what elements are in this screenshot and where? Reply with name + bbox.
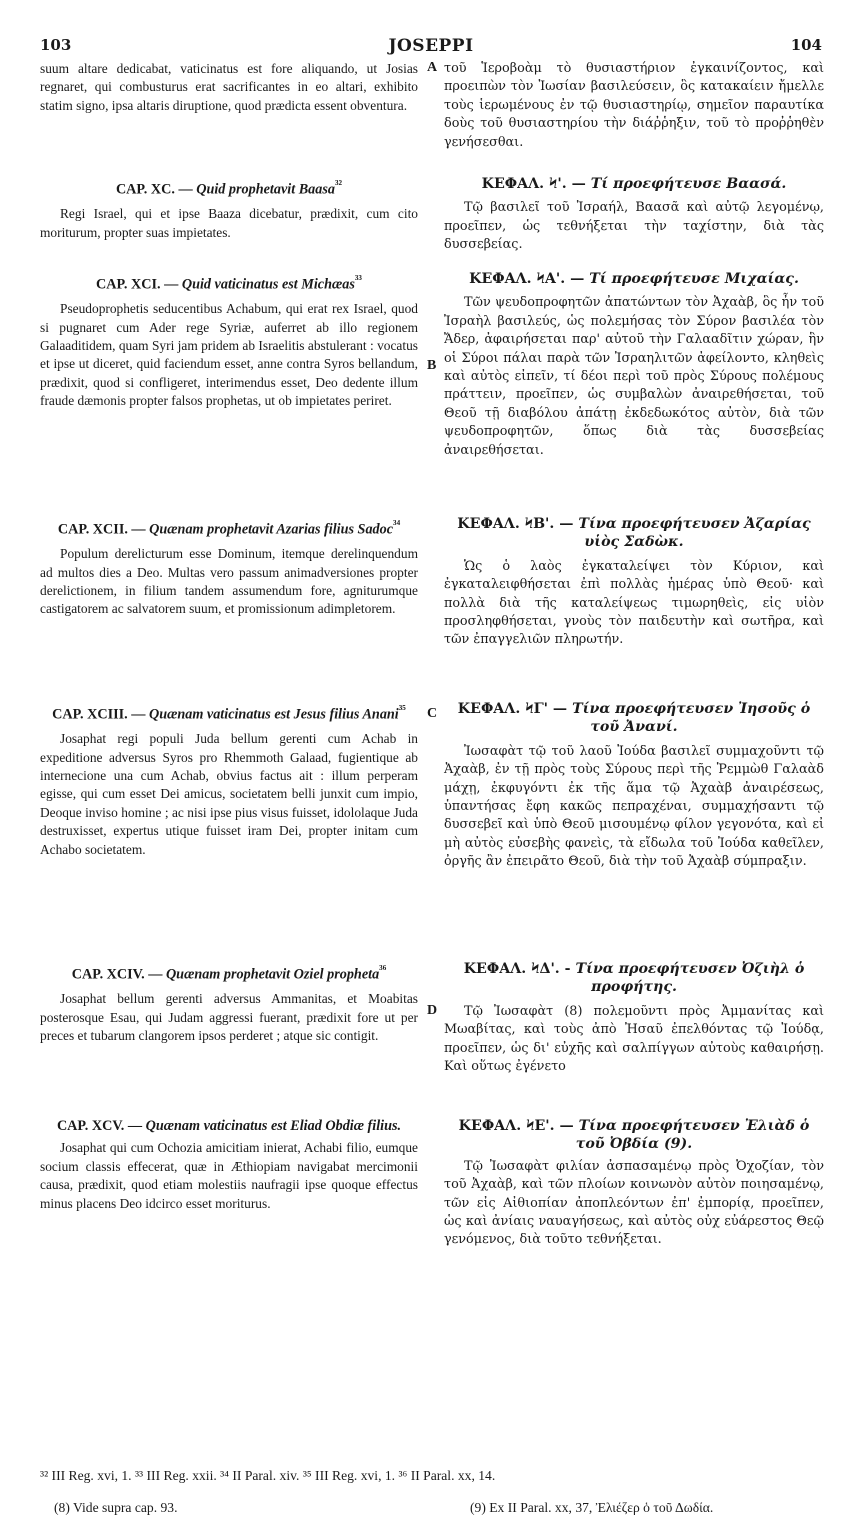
page-number-left: 103 xyxy=(40,36,72,54)
chapter-title: Τίνα προεφήτευσεν Ὀζιὴλ ὁ προφήτης. xyxy=(575,961,805,996)
chapter-title: Τίνα προεφήτευσεν Ἀζαρίας υἱὸς Σαδὼκ. xyxy=(578,516,811,551)
latin-chapter-91 xyxy=(40,270,418,411)
chapter-number: CAP. XCI. — xyxy=(96,276,179,293)
chapter-title: Quid prophetavit Baasa xyxy=(196,181,335,198)
section-marker: A xyxy=(427,60,438,75)
chapter-text: Josaphat qui cum Ochozia amicitiam inierat, Achabi filio, eumque socium classis effecerat, quæ in Æthiopiam navigabat mercimonii causa, prædixit, quod etiam molestiis naufragii ipse quoque effectus minus placens Deo idcirco esset moriturus. xyxy=(40,1140,418,1211)
chapter-title: Τί προεφήτευσε Μιχαίας. xyxy=(589,271,799,287)
page-number-right: 104 xyxy=(790,36,822,54)
latin-chapter-93 xyxy=(40,700,418,859)
chapter-number: ΚΕΦΑΛ. ϞΔ'. - xyxy=(463,961,571,977)
greek-chapter-91 xyxy=(444,270,824,460)
section-marker: B xyxy=(427,358,437,373)
footnote-8: (8) Vide supra cap. 93. xyxy=(54,1500,178,1515)
chapter-title: Quænam vaticinatus est Jesus filius Anani xyxy=(148,706,399,723)
chapter-title: Quænam prophetavit Oziel propheta xyxy=(165,966,380,983)
chapter-number: CAP. XCII. — xyxy=(57,521,146,538)
greek-chapter-93 xyxy=(444,700,824,872)
greek-chapter-92 xyxy=(444,515,824,650)
chapter-title: Quid vaticinatus est Michæas xyxy=(181,276,355,293)
greek-intro: τοῦ Ἱεροβοὰμ τὸ θυσιαστήριον ἐγκαινίζοντος, καὶ προειπὼν τὸν Ἰωσίαν βασιλεύσειν, ὃς κατακαίειν ἤμελλε τοὺς ἱερωμένους ἐν τῷ θυσιαστηρίῳ, σημεῖον παραυτίκα δοὺς τοῦ θυσιαστηρίου τὴν διάῤῥηξιν, τοῦ τὸ προῤῥηθὲν γενήσεσθαι. xyxy=(444,61,824,150)
latin-intro: suum altare dedicabat, vaticinatus est fore aliquando, ut Josias regnaret, qui combusturus erat sacrificantes in eo altari, exhibito statim signo, ipsa altaris diruptione, quod prædicta essent obventura. xyxy=(40,61,418,113)
chapter-number: CAP. XCV. — xyxy=(56,1118,143,1134)
chapter-text: Τῶν ψευδοπροφητῶν ἀπατώντων τὸν Ἀχαὰβ, ὃς ἦν τοῦ Ἰσραὴλ βασιλεύς, ὡς πολεμήσας τὸν Σύρον βασιλέα τὸν Ἄδερ, ἀφαιρήσεται παρ' αὐτοῦ τὴν Γαλααδῖτιν χώραν, ἣν οἱ Σύροι πάλαι παρὰ τῶν Ἰσραηλιτῶν ἀφείλοντο, κληθεὶς καὶ αὐτὸς εἰπεῖν, τί δέοι περὶ τοῦ πρὸς Σύρους πολέμους πράττειν, προεῖπεν, ὡς συμβαλὼν ἀναιρεθήσεται, τοῦ Θεοῦ τῇ διαβόλου ἀπάτῃ ἐκδεδωκότος αὐτὸν, διὰ τῶν ψευδοπροφητῶν, ὅπως διὰ τὰς δυσσεβείας ἀναιρεθήσεται. xyxy=(444,295,824,458)
chapter-text: Τῷ Ἰωσαφὰτ φιλίαν ἀσπασαμένῳ πρὸς Ὀχοζίαν, τὸν τοῦ Ἀχαὰβ, καὶ τῶν πλοίων κοινωνὸν αὐτὸν ποιησαμένῳ, τῶν εἰς Αἰθιοπίαν ἀποπλεόντων ἐπ' ἐμπορίᾳ, προεῖπεν, ὡς καὶ ἀνίαις ναυαγήσεως, καὶ αὐτὸς οὐχ εὐάρεστος Θεῷ γενόμενος, διὰ τοῦτο τεθνήξεται. xyxy=(444,1158,824,1248)
running-title: JOSEPPI xyxy=(388,36,474,56)
footnote-ref: ³² xyxy=(334,177,343,191)
chapter-text: Josaphat regi populi Juda bellum gerenti cum Achab in expeditione adversus Syros pro Rhemmoth Galaad, fugientique ab internecione una cum Achab, obvius factus ait : illum perperam egisse, qui cum esset Dei amicus, societatem belli junxit cum impio, Deoque inviso homine ; ac nisi ipse pius visus fuisset, idololaque Juda destruxisset, expertus utique fuisset iram Dei, propter initam cum Achabo societatem. xyxy=(40,731,418,857)
chapter-title: Quænam vaticinatus est Eliad Obdiæ filius. xyxy=(145,1118,402,1134)
page-header xyxy=(0,36,862,58)
latin-chapter-94 xyxy=(40,960,418,1045)
chapter-title: Quænam prophetavit Azarias filius Sadoc xyxy=(149,521,394,538)
chapter-number: ΚΕΦΑΛ. ϞΓ' — xyxy=(457,701,568,717)
chapter-title: Τί προεφήτευσε Βαασά. xyxy=(590,176,787,192)
greek-chapter-95 xyxy=(444,1117,824,1250)
section-marker: C xyxy=(427,706,438,721)
chapter-title: Τίνα προεφήτευσεν Ἰησοῦς ὁ τοῦ Ἀνανί. xyxy=(572,701,811,736)
greek-chapter-94 xyxy=(444,960,824,1076)
chapter-text: Ὡς ὁ λαὸς ἐγκαταλείψει τὸν Κύριον, καὶ ἐγκαταλειφθήσεται ἐπὶ πολλὰς ἡμέρας ὑπὸ Θεοῦ· καὶ πολλὰ διὰ τῆς καταλείψεως τιμωρηθεὶς, εἰς υἱὸν προσληφθήσεται, γνοὺς τὸν παιδευτὴν καὶ σωτῆρα, καὶ τῶν ἐπαγγελιῶν πληρωτήν. xyxy=(444,558,824,648)
footnote-ref: ³⁶ xyxy=(379,962,387,976)
chapter-text: Pseudoprophetis seducentibus Achabum, qui erat rex Israel, quod si pugnaret cum Ader rege Syriæ, auferret ab illo regionem Galaaditidem, quam Syri jam pridem ab Israelitis abstulerant : vocatus et ipse ut diceret, quid faciendum esset, anne contra Syros bellandum, prædixit, quod si confligeret, interimendus esset, Deo dedente illum fraude dæmonis propter falsos prophetas, ut ob impietates periret. xyxy=(40,301,418,409)
footnote-references: ³² III Reg. xvi, 1. ³³ III Reg. xxii. ³⁴ II Paral. xiv. ³⁵ III Reg. xvi, 1. ³⁶ II Paral. xx, 14. xyxy=(40,1468,496,1483)
latin-chapter-95 xyxy=(40,1117,418,1213)
chapter-number: CAP. XC. — xyxy=(115,181,193,198)
chapter-title: Τίνα προεφήτευσεν Ἐλιὰδ ὁ τοῦ Ὀβδία (9). xyxy=(575,1118,810,1153)
greek-column xyxy=(444,60,824,1460)
chapter-text: Populum derelicturum esse Dominum, itemque derelinquendum ad multos dies a Deo. Multas vero passum animadversiones propter derelictionem, in filium tandem assumendum fore, agniturumque castigatorem ac salvatorem suum, et promissionum adimpletorem. xyxy=(40,546,418,617)
footnote-9: (9) Ex II Paral. xx, 37, Ἐλιέζερ ὁ τοῦ Δωδία. xyxy=(470,1500,714,1515)
chapter-number: ΚΕΦΑΛ. Ϟ'. — xyxy=(481,176,586,192)
chapter-number: ΚΕΦΑΛ. ϞΕ'. — xyxy=(458,1118,574,1134)
chapter-number: CAP. XCIII. — xyxy=(52,706,146,723)
footnote-ref: ³⁵ xyxy=(398,702,406,716)
latin-chapter-92 xyxy=(40,515,418,619)
chapter-number: CAP. XCIV. — xyxy=(71,966,163,983)
latin-column xyxy=(40,60,418,1460)
greek-chapter-90 xyxy=(444,175,824,255)
chapter-text: Regi Israel, qui et ipse Baaza dicebatur, prædixit, cum cito moriturum, propter suas impietates. xyxy=(40,206,418,240)
chapter-text: Ἰωσαφὰτ τῷ τοῦ λαοῦ Ἰούδα βασιλεῖ συμμαχοῦντι τῷ Ἀχαὰβ, ἐν τῇ πρὸς τοὺς Σύρους περὶ τῆς Ῥεμμὼθ Γαλαὰδ μάχῃ, ἐκφυγόντι ἐκ τῆς ἅμα τῷ Ἀχαὰβ ἀναιρέσεως, ὑπαντήσας ἔφη κακῶς πεπραχέναι, συμμαχήσαντι τῷ δυσσεβεῖ καὶ ὑπὸ Θεοῦ μισουμένῳ φίλον γεγονότα, καὶ εἰ μὴ αὐτὸς εὐσεβὴς φανεὶς, τὰ εἴδωλα τοῦ Ἰούδα καθεῖλεν, ὀργῆς ἂν ἐπειρᾶτο Θεοῦ, διὰ τὴν τοῦ Ἀχαὰβ σύμπραξιν. xyxy=(444,743,824,870)
footnote-ref: ³⁴ xyxy=(393,517,401,531)
footnote-ref: ³³ xyxy=(354,272,362,286)
chapter-text: Τῷ Ἰωσαφὰτ (8) πολεμοῦντι πρὸς Ἀμμανίτας καὶ Μωαβίτας, καὶ τοὺς ἀπὸ Ἠσαῦ ἐπελθόντας τῷ Ἰούδᾳ, προεῖπεν, ὡς δι' εὐχῆς καὶ σαλπίγγων αὐτοὺς καθαιρήσῃ. Καὶ οὕτως ἐγένετο xyxy=(444,1003,824,1075)
chapter-number: ΚΕΦΑΛ. ϞΑ'. — xyxy=(469,271,585,287)
chapter-text: Τῷ βασιλεῖ τοῦ Ἰσραήλ, Βαασᾶ καὶ αὐτῷ λεγομένῳ, προεῖπεν, ὡς τεθνήξεται τὴν ταχίστην, διὰ τὰς δυσσεβείας. xyxy=(444,200,824,253)
chapter-number: ΚΕΦΑΛ. ϞΒ'. — xyxy=(457,516,574,532)
chapter-text: Josaphat bellum gerenti adversus Ammanitas, et Moabitas posterosque Esau, qui Judam aggressi fuerant, prædixit fore ut per preces et tubarum clangorem ipsos perderet ; atque sic contigit. xyxy=(40,991,418,1043)
section-marker: D xyxy=(427,1003,438,1018)
latin-chapter-90 xyxy=(40,175,418,242)
